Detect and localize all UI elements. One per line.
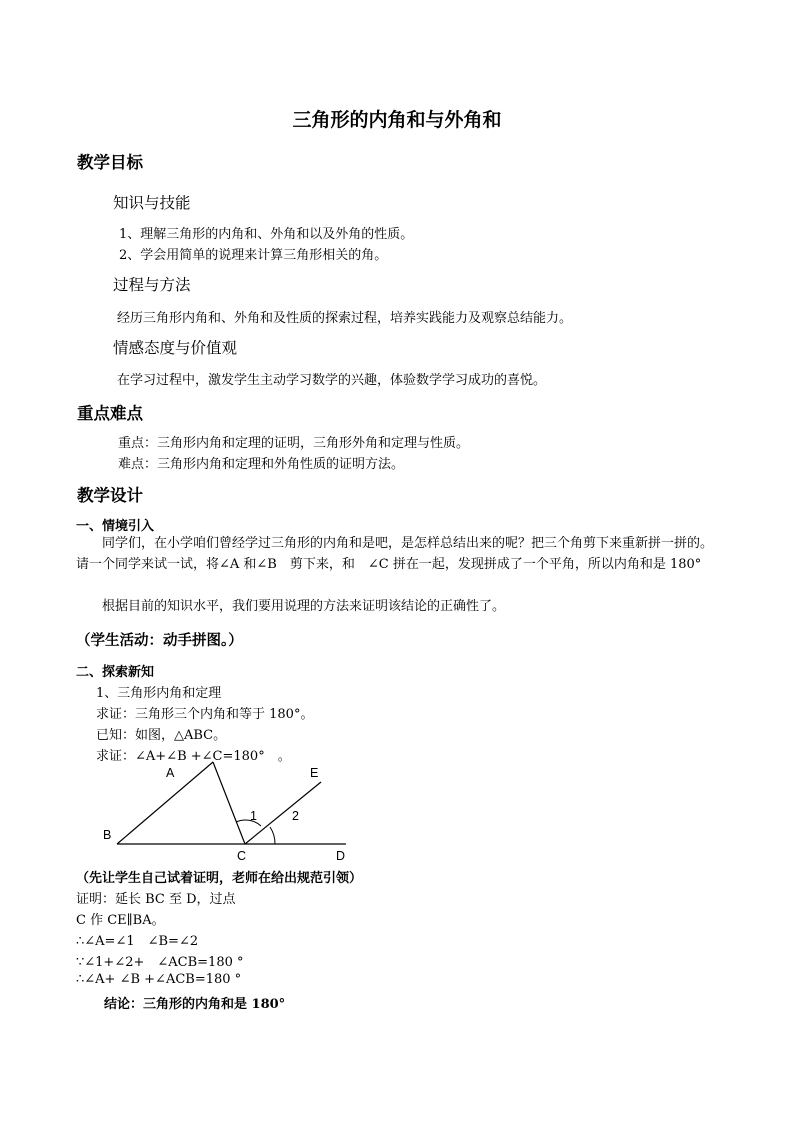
label-a: A — [166, 766, 175, 780]
knowledge-item-1: 1、理解三角形的内角和、外角和以及外角的性质。 — [119, 227, 414, 242]
intro-paragraph-1: 同学们，在小学咱们曾经学过三角形的内角和是吧，是怎样总结出来的呢？把三个角剪下来重新拼一拼的。请一个同学来试一试，将∠A 和∠B 剪下来，和 ∠C 拼在一起，发现拼成了一个平角，所以内角和是 180° — [76, 536, 714, 572]
emotion-text: 在学习过程中，激发学生主动学习数学的兴趣，体验数学学习成功的喜悦。 — [117, 373, 547, 388]
angle-1-arc — [236, 820, 261, 826]
knowledge-heading: 知识与技能 — [113, 194, 191, 212]
given-statement: 已知：如图，△ABC。 — [96, 728, 227, 743]
intro-heading: 一、情境引入 — [76, 519, 155, 534]
difficulty-text: 难点：三角形内角和定理和外角性质的证明方法。 — [118, 457, 405, 472]
explore-heading: 二、探索新知 — [76, 665, 155, 680]
proof-line-5: ∴∠A+ ∠B +∠ACB=180 ° — [76, 972, 242, 987]
side-ba — [117, 762, 213, 844]
theorem-title: 1、三角形内角和定理 — [96, 686, 222, 701]
proof-line-1: 证明：延长 BC 至 D，过点 — [76, 892, 236, 907]
prove-statement: 求证：三角形三个内角和等于 180°。 — [96, 707, 314, 722]
emotion-heading: 情感态度与价值观 — [113, 339, 238, 357]
activity-note: （学生活动：动手拼图。） — [76, 632, 243, 649]
label-angle-1: 1 — [250, 809, 257, 823]
page-title: 三角形的内角和与外角和 — [292, 109, 502, 131]
label-b: B — [103, 828, 112, 842]
label-angle-2: 2 — [292, 809, 299, 823]
triangle-figure — [96, 758, 356, 866]
knowledge-item-2: 2、学会用简单的说理来计算三角形相关的角。 — [119, 248, 388, 263]
label-c: C — [237, 849, 247, 863]
angle-2-arc — [270, 827, 275, 844]
process-heading: 过程与方法 — [113, 276, 191, 294]
conclusion: 结论：三角形的内角和是 180° — [104, 997, 286, 1012]
process-text: 经历三角形内角和、外角和及性质的探索过程，培养实践能力及观察总结能力。 — [117, 311, 573, 326]
objectives-heading: 教学目标 — [77, 153, 143, 172]
prove-goal: 求证：∠A+∠B +∠C=180° 。 — [96, 749, 291, 764]
proof-hint: （先让学生自己试着证明，老师在给出规范引领） — [76, 871, 363, 886]
label-e: E — [310, 766, 319, 780]
intro-paragraph-2: 根据目前的知识水平，我们要用说理的方法来证明该结论的正确性了。 — [102, 599, 506, 614]
design-heading: 教学设计 — [77, 486, 143, 505]
side-ac — [213, 762, 245, 844]
label-d: D — [336, 849, 346, 863]
focus-text: 重点：三角形内角和定理的证明，三角形外角和定理与性质。 — [118, 436, 470, 451]
proof-line-2: C 作 CE∥BA。 — [76, 913, 165, 928]
proof-line-3: ∴∠A=∠1 ∠B=∠2 — [76, 934, 199, 949]
keypoints-heading: 重点难点 — [77, 404, 143, 423]
proof-line-4: ∵∠1+∠2+ ∠ACB=180 ° — [76, 955, 244, 970]
